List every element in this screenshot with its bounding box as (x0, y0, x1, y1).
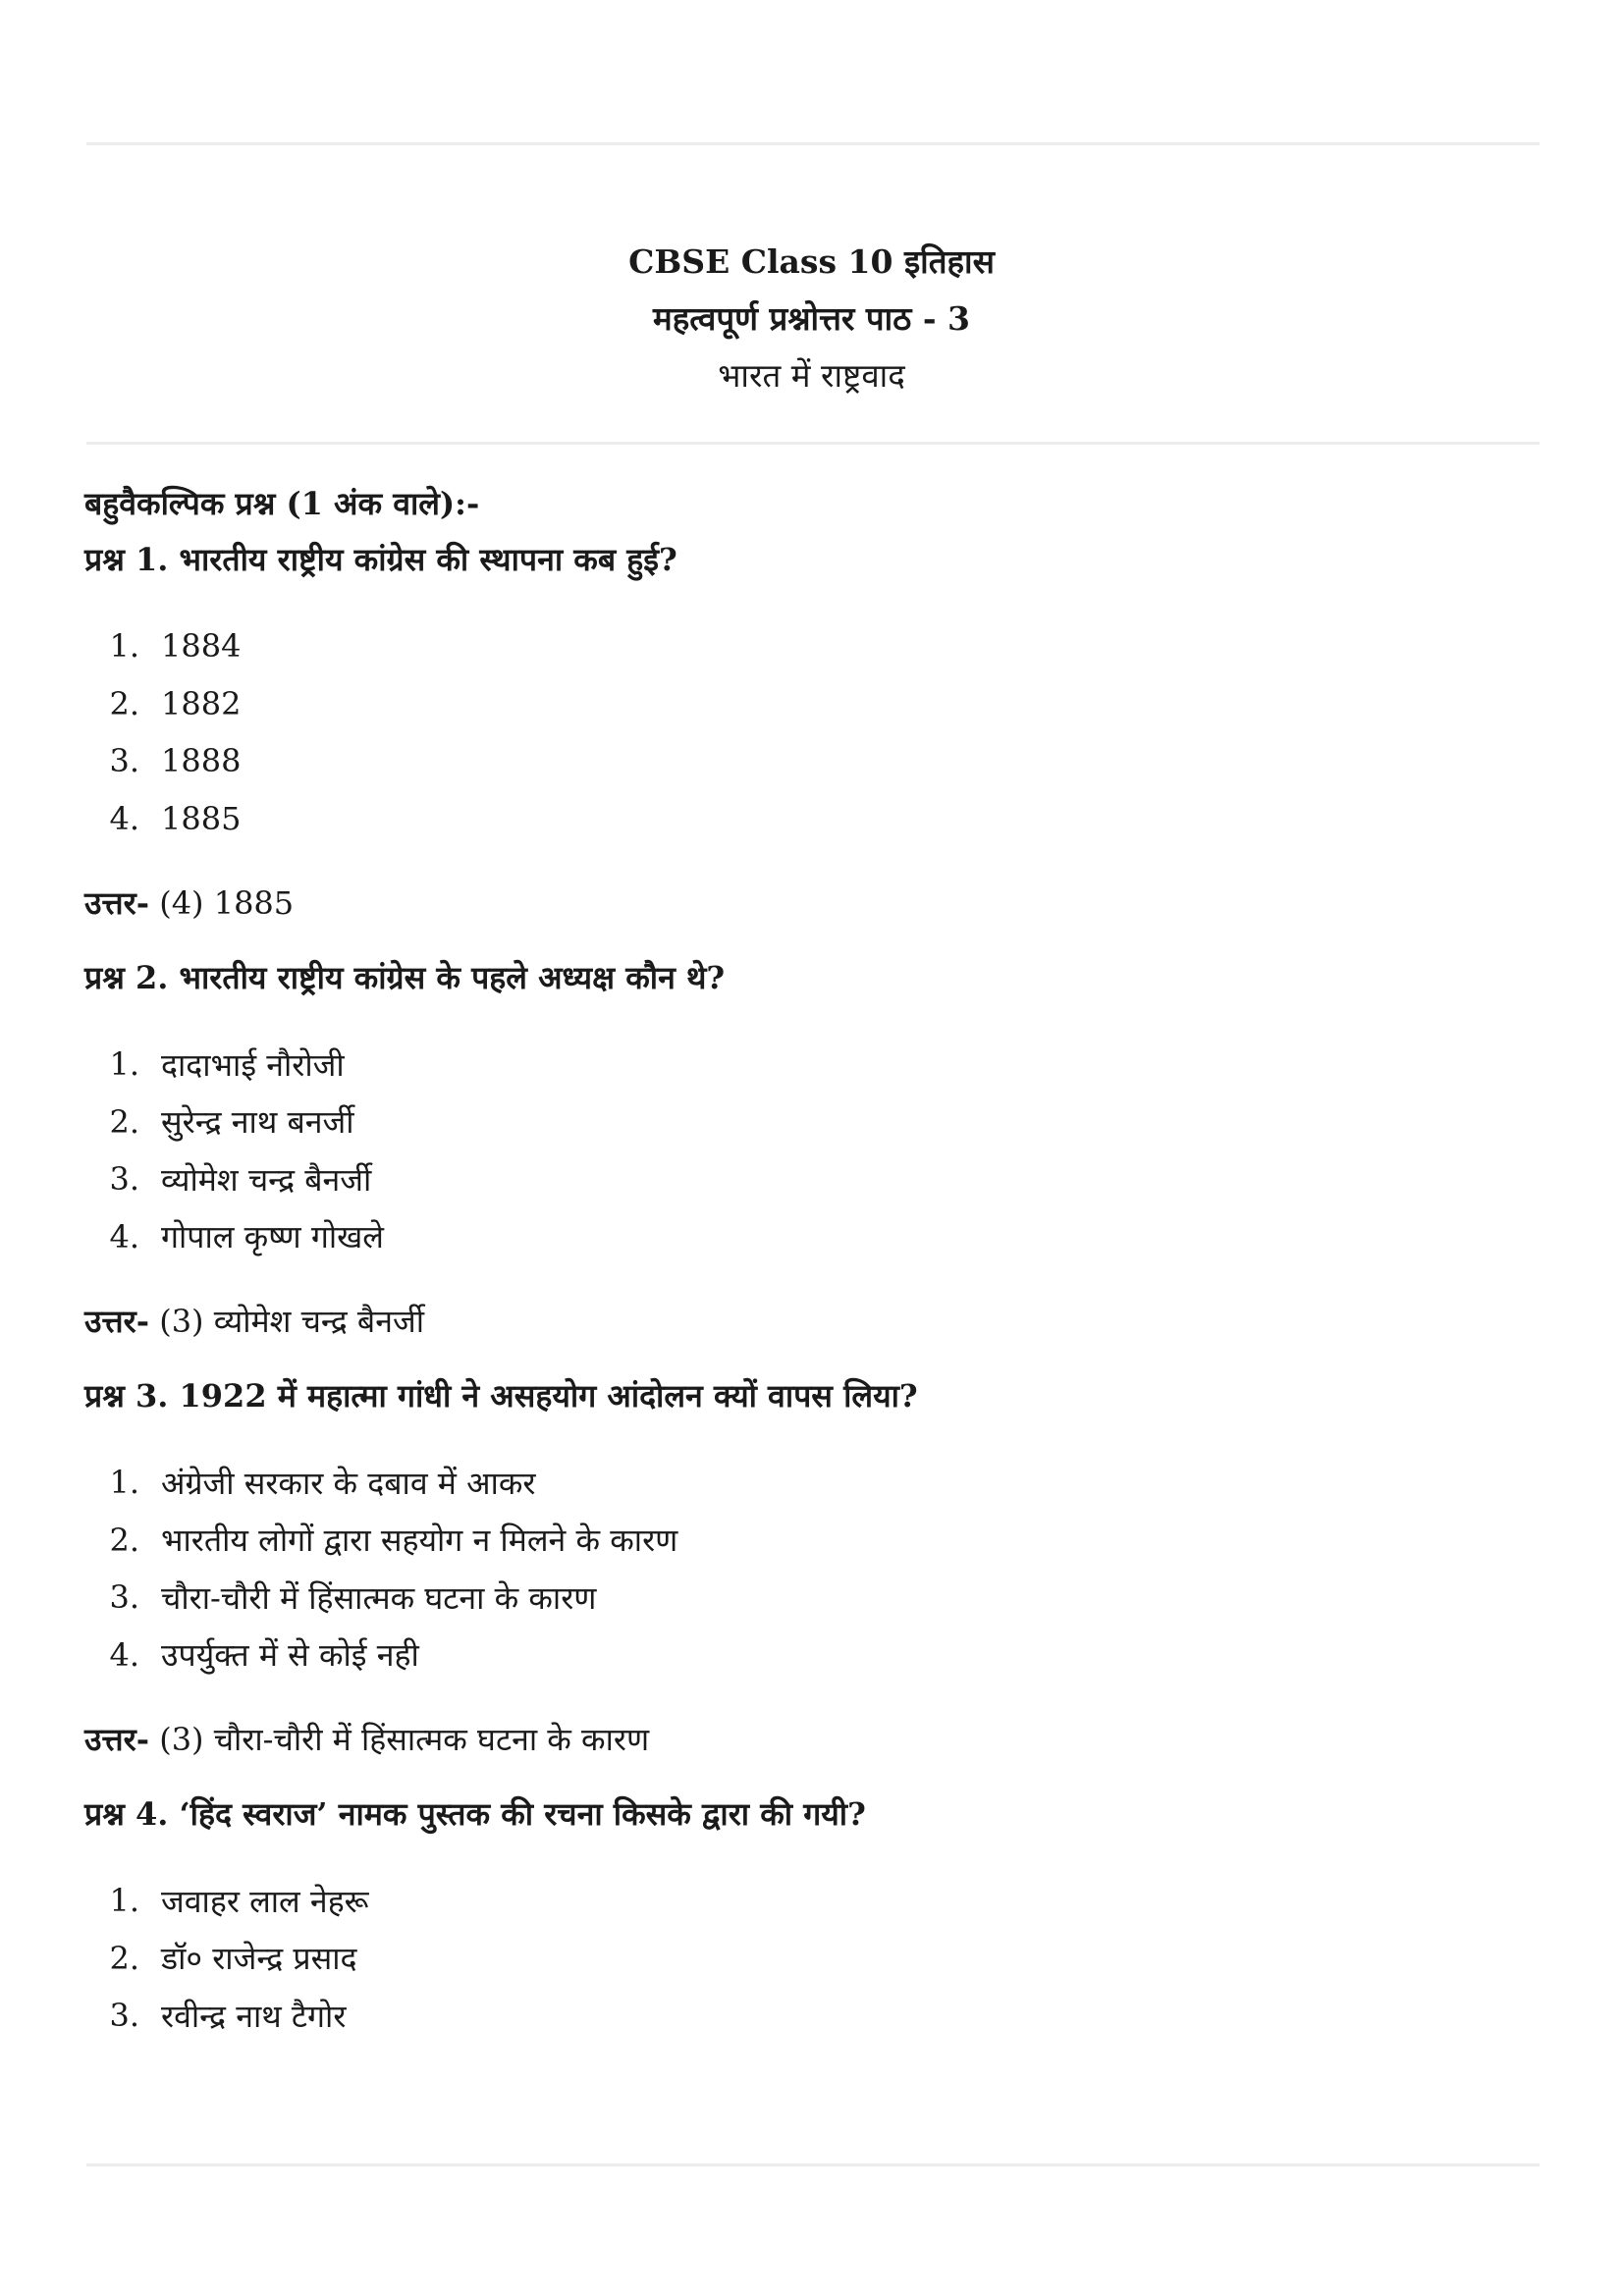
option-number: 2. (109, 1939, 139, 1977)
option-item (84, 790, 1538, 848)
document-title: CBSE Class 10 इतिहास (628, 242, 995, 281)
option-text: चौरा-चौरी में हिंसात्मक घटना के कारण (161, 1578, 597, 1617)
options-list (84, 1454, 1538, 1683)
option-text: 1885 (161, 799, 242, 837)
option-item (84, 1208, 1538, 1266)
option-number: 4. (109, 1635, 139, 1674)
answer-label: उत्तर- (84, 1303, 150, 1340)
options-list (84, 617, 1538, 847)
option-text: 1888 (161, 742, 242, 780)
answer-line (84, 1719, 1538, 1760)
question-text: प्रश्न 3. 1922 में महात्मा गांधी ने असहयोग आंदोलन क्यों वापस लिया? (84, 1377, 918, 1415)
question-section (84, 483, 1538, 2045)
question-text: प्रश्न 1. भारतीय राष्ट्रीय कांग्रेस की स्थापना कब हुई? (84, 541, 677, 578)
option-number: 2. (109, 684, 139, 722)
option-text: 1882 (161, 684, 242, 722)
option-text: दादाभाई नौरोजी (161, 1045, 345, 1084)
option-number: 3. (109, 742, 139, 780)
options-list (84, 1036, 1538, 1265)
question-block-4 (84, 1793, 1538, 2045)
question-text: प्रश्न 4. ‘हिंद स्वराज’ नामक पुस्तक की रचना किसके द्वारा की गयी? (84, 1795, 866, 1833)
option-item (84, 1512, 1538, 1570)
option-text: व्योमेश चन्द्र बैनर्जी (161, 1160, 372, 1199)
option-number: 3. (109, 1160, 139, 1199)
option-item (84, 1094, 1538, 1151)
document-subtitle: महत्वपूर्ण प्रश्नोत्तर पाठ - 3 (653, 299, 970, 338)
option-number: 1. (109, 1882, 139, 1920)
option-text: सुरेन्द्र नाथ बनर्जी (161, 1103, 354, 1142)
answer-text: (4) 1885 (159, 884, 295, 922)
option-number: 3. (109, 1997, 139, 2035)
option-number: 3. (109, 1578, 139, 1617)
section-title: बहुवैकल्पिक प्रश्न (1 अंक वाले):- (84, 485, 480, 522)
option-number: 4. (109, 1217, 139, 1255)
option-text: अंग्रेजी सरकार के दबाव में आकर (161, 1464, 536, 1502)
option-text: जवाहर लाल नेहरू (161, 1882, 369, 1920)
question-text: प्रश्न 2. भारतीय राष्ट्रीय कांग्रेस के पहले अध्यक्ष कौन थे? (84, 959, 726, 996)
answer-label: उत्तर- (84, 1721, 150, 1758)
option-number: 1. (109, 1464, 139, 1502)
answer-text: (3) चौरा-चौरी में हिंसात्मक घटना के कारण (159, 1721, 650, 1758)
options-list (84, 1872, 1538, 2045)
document-header (0, 234, 1623, 404)
bottom-divider (86, 2163, 1540, 2166)
option-item (84, 1454, 1538, 1512)
option-item (84, 617, 1538, 675)
option-number: 4. (109, 799, 139, 837)
option-item (84, 1150, 1538, 1208)
option-item (84, 1036, 1538, 1094)
answer-label: उत्तर- (84, 884, 150, 922)
option-item (84, 675, 1538, 733)
chapter-title: भारत में राष्ट्रवाद (718, 356, 905, 395)
header-divider (86, 442, 1540, 445)
answer-line (84, 882, 1538, 924)
option-item (84, 1569, 1538, 1627)
option-number: 2. (109, 1521, 139, 1559)
question-block-3 (84, 1375, 1538, 1760)
option-number: 1. (109, 1045, 139, 1084)
option-item (84, 732, 1538, 790)
option-text: रवीन्द्र नाथ टैगोर (161, 1997, 347, 2035)
answer-line (84, 1301, 1538, 1342)
answer-text: (3) व्योमेश चन्द्र बैनर्जी (159, 1303, 424, 1340)
option-number: 1. (109, 627, 139, 666)
top-divider (86, 142, 1540, 145)
question-block-1 (84, 539, 1538, 924)
option-text: गोपाल कृष्ण गोखले (161, 1218, 385, 1256)
option-text: 1884 (161, 627, 242, 666)
option-number: 2. (109, 1102, 139, 1141)
option-item (84, 1930, 1538, 1988)
option-text: भारतीय लोगों द्वारा सहयोग न मिलने के कारण (161, 1522, 678, 1560)
option-item (84, 1987, 1538, 2045)
question-block-2 (84, 957, 1538, 1342)
option-item (84, 1627, 1538, 1684)
option-item (84, 1872, 1538, 1930)
option-text: डॉ० राजेन्द्र प्रसाद (161, 1940, 357, 1978)
option-text: उपर्युक्त में से कोई नही (161, 1636, 419, 1675)
